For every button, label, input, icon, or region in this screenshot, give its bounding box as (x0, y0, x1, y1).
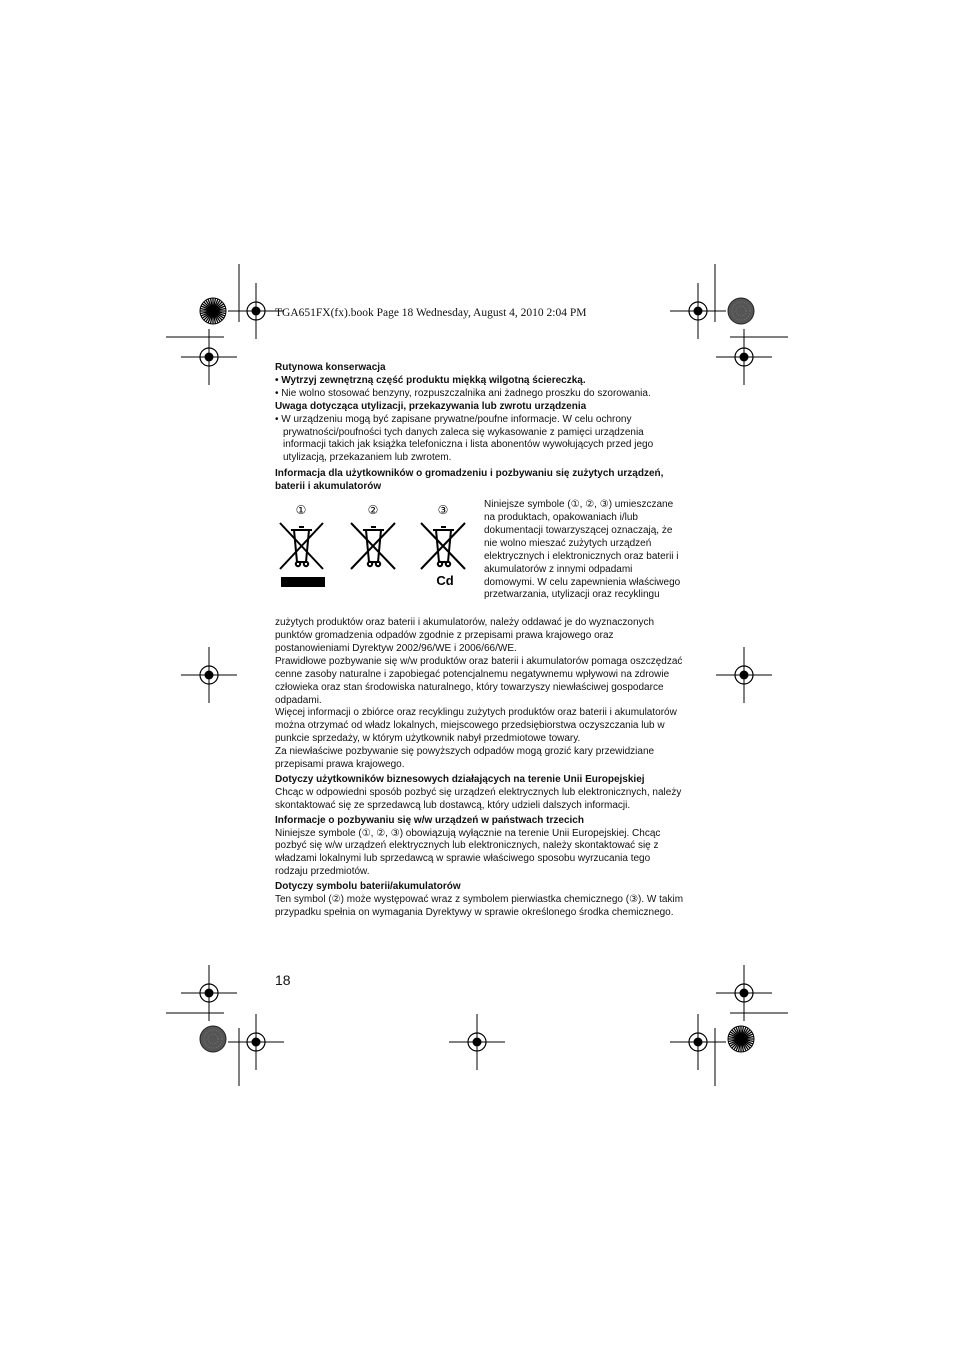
symbol-label-3: ③ (437, 503, 449, 518)
heading-routine-maintenance: Rutynowa konserwacja (275, 362, 386, 373)
disposal-bullet: • W urządzeniu mogą być zapisane prywatne/poufne informacje. W celu ochrony prywatności/poufności tych danych zaleca się wykasowanie z pamięci urządzenia informacji takich jak książka telefoniczna i lista abonentów wywołujących przed jego utylizacją, przekazaniem lub zwrotem. (275, 413, 654, 464)
crossed-bin-icon-2 (351, 523, 395, 569)
weee-symbols-figure (275, 499, 480, 609)
symbol-label-1: ① (295, 503, 307, 518)
heading-disposal-note: Uwaga dotycząca utylizacji, przekazywania lub zwrotu urządzenia (275, 400, 587, 412)
page-number: 18 (275, 972, 291, 988)
heading-battery-symbol: Dotyczy symbolu baterii/akumulatorów (275, 881, 461, 893)
heading-business-users: Dotyczy użytkowników biznesowych działających na terenie Unii Europejskiej (275, 773, 645, 785)
paragraph-penalties: Za niewłaściwe pozbywanie się powyższych odpadów mogą grozić kary przewidziane przepisami prawa krajowego. (275, 746, 655, 771)
cd-chemical-symbol: Cd (436, 573, 454, 589)
crossed-bin-icon-1 (280, 523, 323, 569)
care-bullet-2: • Nie wolno stosować benzyny, rozpuszczalnika ani żadnego proszku do szorowania. (275, 387, 651, 399)
paragraph-non-eu: Niniejsze symbole (①, ②, ③) obowiązują wyłącznie na terenie Unii Europejskiej. Chcąc pozbyć się w/w urządzeń elektrycznych lub elektronicznych, należy skontaktować się z władzami lokalnymi lub sprzedawcą w sprawie właściwego sposobu wyrzucania tego rodzaju przedmiotów. (275, 827, 661, 878)
black-bar-icon (281, 577, 325, 587)
symbol-label-2: ② (367, 503, 379, 518)
symbols-description: Niniejsze symbole (①, ②, ③) umieszczane na produktach, opakowaniach i/lub dokumentacji towarzyszącej oznaczają, że nie wolno mieszać zużytych urządzeń elektrycznych i elektronicznych oraz baterii i akumulatorów z innymi odpadami domowymi. W celu zapewnienia właściwego przetwarzania, utylizacji oraz recyklingu (484, 499, 681, 601)
care-bullet-1: • Wytrzyj zewnętrzną część produktu miękką wilgotną ściereczką. (275, 374, 586, 386)
weee-symbols-block (275, 499, 685, 617)
heading-non-eu: Informacje o pozbywaniu się w/w urządzeń w państwach trzecich (275, 814, 584, 826)
document-body (275, 362, 685, 920)
book-header: TGA651FX(fx).book Page 18 Wednesday, August 4, 2010 2:04 PM (275, 307, 587, 319)
paragraph-business-users: Chcąc w odpowiedni sposób pozbyć się urządzeń elektrycznych lub elektronicznych, należy skontaktować się ze sprzedawcą lub dostawcą, który udzieli dalszych informacji. (275, 786, 682, 811)
heading-waste-info: Informacja dla użytkowników o gromadzeniu i pozbywaniu się zużytych urządzeń, baterii i akumulatorów (275, 468, 664, 493)
paragraph-battery-symbol: Ten symbol (②) może występować wraz z symbolem pierwiastka chemicznego (③). W takim przypadku spełnia on wymagania Dyrektywy w sprawie określonego środka chemicznego. (275, 894, 684, 918)
paragraph-collection-points: zużytych produktów oraz baterii i akumulatorów, należy oddawać je do wyznaczonych punktów gromadzenia odpadów zgodnie z przepisami prawa krajowego oraz postanowieniami Dyrektyw 2002/96/WE i 2006/66/WE. (275, 617, 655, 654)
crossed-bin-icon-3 (421, 523, 465, 569)
paragraph-more-info: Więcej informacji o zbiórce oraz recyklingu zużytych produktów oraz baterii i akumulatorów można otrzymać od władz lokalnych, miejscowego przedsiębiorstwa oczyszczania lub w punkcie sprzedaży, w którym użytkownik nabył przedmiotowe towary. (275, 707, 677, 745)
paragraph-proper-disposal: Prawidłowe pozbywanie się w/w produktów oraz baterii i akumulatorów pomaga oszczędzać cenne zasoby naturalne i zapobiegać potencjalnemu negatywnemu wpływowi na zdrowie człowieka oraz stan środowiska naturalnego, który towarzyszy niewłaściwej gospodarce odpadami. (275, 655, 683, 706)
